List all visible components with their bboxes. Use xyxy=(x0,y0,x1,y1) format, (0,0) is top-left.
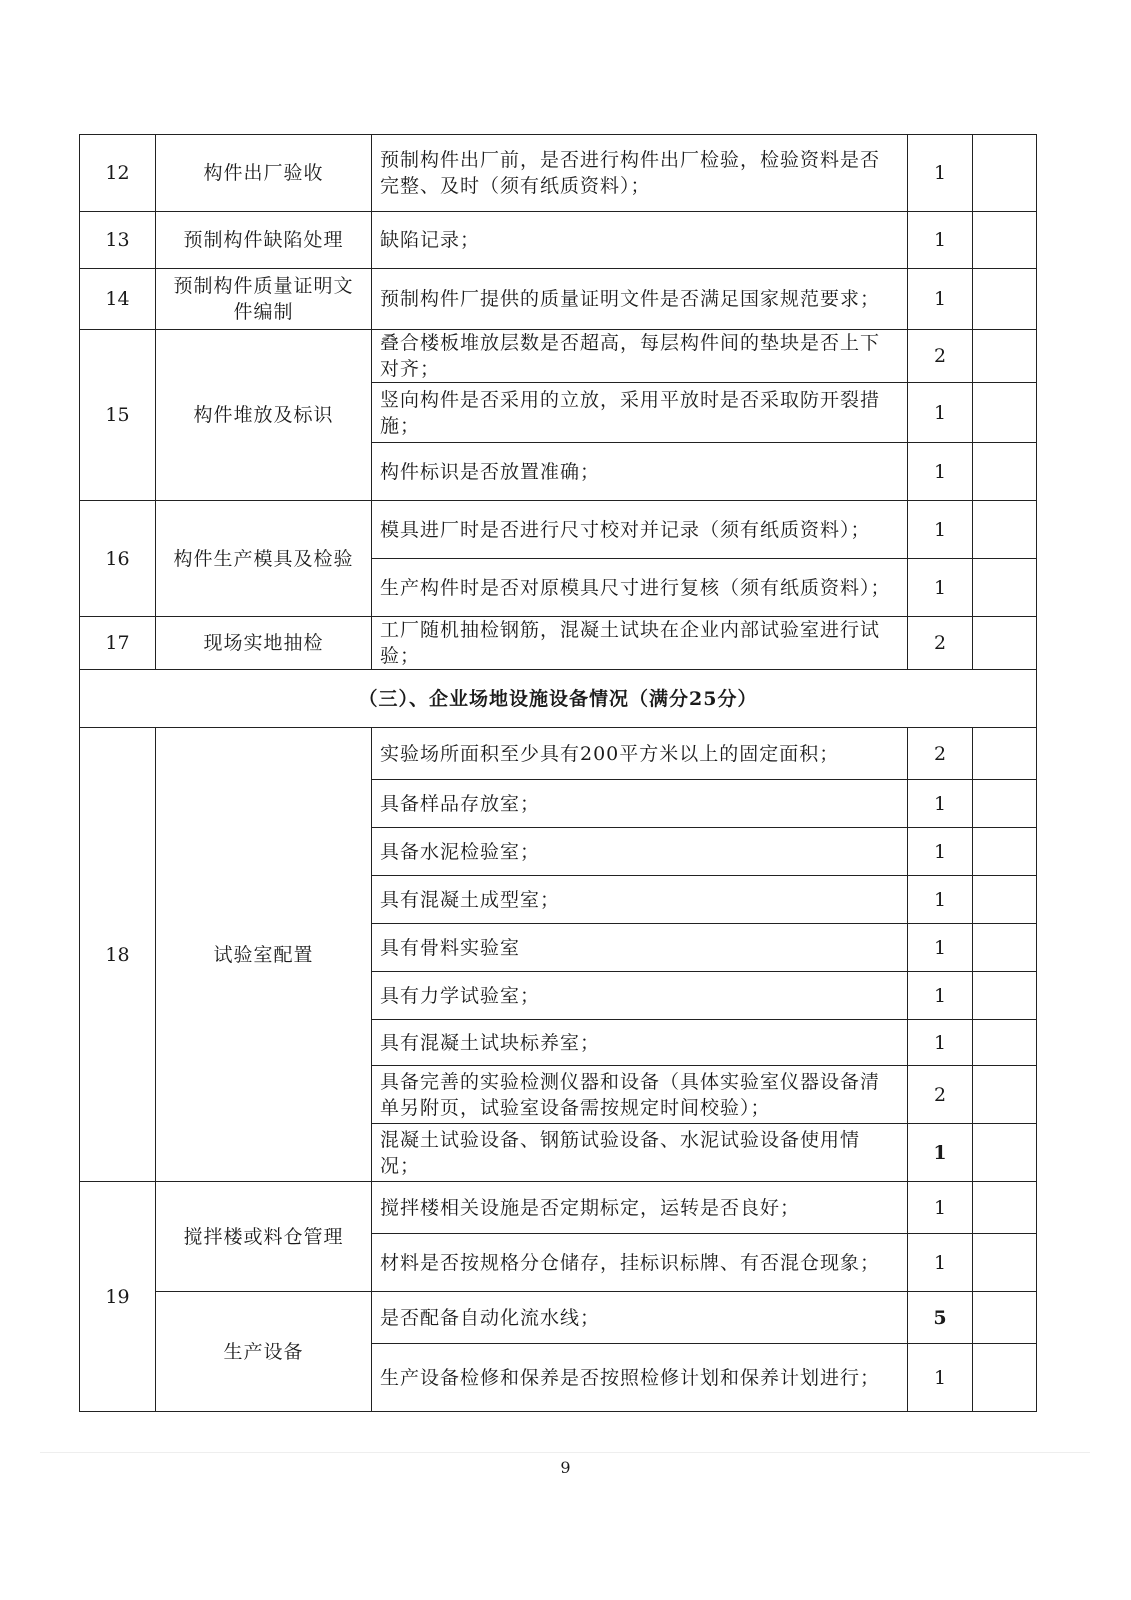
requirement-text: 生产构件时是否对原模具尺寸进行复核（须有纸质资料）； xyxy=(372,559,908,617)
blank-cell xyxy=(973,212,1037,269)
requirement-text: 是否配备自动化流水线； xyxy=(372,1292,908,1344)
item-name: 构件生产模具及检验 xyxy=(156,501,372,617)
score-cell: 2 xyxy=(908,1066,973,1124)
table-row xyxy=(80,1182,1037,1234)
score-cell: 2 xyxy=(908,617,973,670)
blank-cell xyxy=(973,330,1037,383)
blank-cell xyxy=(973,269,1037,330)
table-row xyxy=(80,330,1037,383)
blank-cell xyxy=(973,1020,1037,1066)
blank-cell xyxy=(973,1066,1037,1124)
score-cell: 1 xyxy=(908,876,973,924)
row-number: 16 xyxy=(80,501,156,617)
row-number: 12 xyxy=(80,135,156,212)
blank-cell xyxy=(973,728,1037,780)
score-cell: 5 xyxy=(908,1292,973,1344)
score-cell: 1 xyxy=(908,501,973,559)
blank-cell xyxy=(973,876,1037,924)
table-row xyxy=(80,212,1037,269)
requirement-text: 具备水泥检验室； xyxy=(372,828,908,876)
blank-cell xyxy=(973,383,1037,443)
evaluation-table xyxy=(79,134,1037,1412)
row-number: 19 xyxy=(80,1182,156,1412)
score-cell: 1 xyxy=(908,212,973,269)
blank-cell xyxy=(973,1234,1037,1292)
score-cell: 1 xyxy=(908,443,973,501)
item-name: 构件出厂验收 xyxy=(156,135,372,212)
item-name: 预制构件缺陷处理 xyxy=(156,212,372,269)
blank-cell xyxy=(973,1124,1037,1182)
requirement-text: 具备样品存放室； xyxy=(372,780,908,828)
table-row xyxy=(80,617,1037,670)
requirement-text: 具有混凝土试块标养室； xyxy=(372,1020,908,1066)
item-name: 现场实地抽检 xyxy=(156,617,372,670)
blank-cell xyxy=(973,1292,1037,1344)
requirement-text: 具有力学试验室； xyxy=(372,972,908,1020)
score-cell: 1 xyxy=(908,924,973,972)
score-cell: 1 xyxy=(908,1182,973,1234)
requirement-text: 材料是否按规格分仓储存，挂标识标牌、有否混仓现象； xyxy=(372,1234,908,1292)
score-cell: 1 xyxy=(908,559,973,617)
table-row xyxy=(80,728,1037,780)
score-cell: 1 xyxy=(908,1344,973,1412)
score-cell: 1 xyxy=(908,1020,973,1066)
requirement-text: 生产设备检修和保养是否按照检修计划和保养计划进行； xyxy=(372,1344,908,1412)
requirement-text: 预制构件厂提供的质量证明文件是否满足国家规范要求； xyxy=(372,269,908,330)
item-name: 试验室配置 xyxy=(156,728,372,1182)
score-cell: 2 xyxy=(908,330,973,383)
requirement-text: 缺陷记录； xyxy=(372,212,908,269)
score-cell: 1 xyxy=(908,780,973,828)
row-number: 14 xyxy=(80,269,156,330)
section-row xyxy=(80,670,1037,728)
page-number: 9 xyxy=(560,1458,571,1477)
score-cell: 2 xyxy=(908,728,973,780)
score-cell: 1 xyxy=(908,383,973,443)
item-name: 预制构件质量证明文件编制 xyxy=(156,269,372,330)
score-cell: 1 xyxy=(908,269,973,330)
row-number: 17 xyxy=(80,617,156,670)
item-name: 生产设备 xyxy=(156,1292,372,1412)
blank-cell xyxy=(973,559,1037,617)
requirement-text: 预制构件出厂前，是否进行构件出厂检验，检验资料是否完整、及时（须有纸质资料）； xyxy=(372,135,908,212)
score-cell: 1 xyxy=(908,1234,973,1292)
requirement-text: 构件标识是否放置准确； xyxy=(372,443,908,501)
table-row xyxy=(80,501,1037,559)
section-title: （三）、企业场地设施设备情况（满分25分） xyxy=(80,670,1037,728)
requirement-text: 竖向构件是否采用的立放，采用平放时是否采取防开裂措施； xyxy=(372,383,908,443)
row-number: 18 xyxy=(80,728,156,1182)
item-name: 构件堆放及标识 xyxy=(156,330,372,501)
requirement-text: 具有骨料实验室 xyxy=(372,924,908,972)
requirement-text: 搅拌楼相关设施是否定期标定，运转是否良好； xyxy=(372,1182,908,1234)
score-cell: 1 xyxy=(908,1124,973,1182)
requirement-text: 混凝土试验设备、钢筋试验设备、水泥试验设备使用情况； xyxy=(372,1124,908,1182)
requirement-text: 叠合楼板堆放层数是否超高，每层构件间的垫块是否上下对齐； xyxy=(372,330,908,383)
score-cell: 1 xyxy=(908,135,973,212)
requirement-text: 模具进厂时是否进行尺寸校对并记录（须有纸质资料）； xyxy=(372,501,908,559)
blank-cell xyxy=(973,443,1037,501)
row-number: 15 xyxy=(80,330,156,501)
score-cell: 1 xyxy=(908,972,973,1020)
blank-cell xyxy=(973,972,1037,1020)
table-row xyxy=(80,135,1037,212)
requirement-text: 工厂随机抽检钢筋，混凝土试块在企业内部试验室进行试验； xyxy=(372,617,908,670)
score-cell: 1 xyxy=(908,828,973,876)
requirement-text: 具有混凝土成型室； xyxy=(372,876,908,924)
blank-cell xyxy=(973,501,1037,559)
blank-cell xyxy=(973,924,1037,972)
blank-cell xyxy=(973,1344,1037,1412)
requirement-text: 实验场所面积至少具有200平方米以上的固定面积； xyxy=(372,728,908,780)
blank-cell xyxy=(973,135,1037,212)
footer-divider xyxy=(40,1452,1090,1453)
row-number: 13 xyxy=(80,212,156,269)
blank-cell xyxy=(973,828,1037,876)
requirement-text: 具备完善的实验检测仪器和设备（具体实验室仪器设备清单另附页，试验室设备需按规定时间校验）； xyxy=(372,1066,908,1124)
blank-cell xyxy=(973,617,1037,670)
item-name: 搅拌楼或料仓管理 xyxy=(156,1182,372,1292)
blank-cell xyxy=(973,1182,1037,1234)
blank-cell xyxy=(973,780,1037,828)
table-row xyxy=(80,269,1037,330)
table-row xyxy=(80,1292,1037,1344)
